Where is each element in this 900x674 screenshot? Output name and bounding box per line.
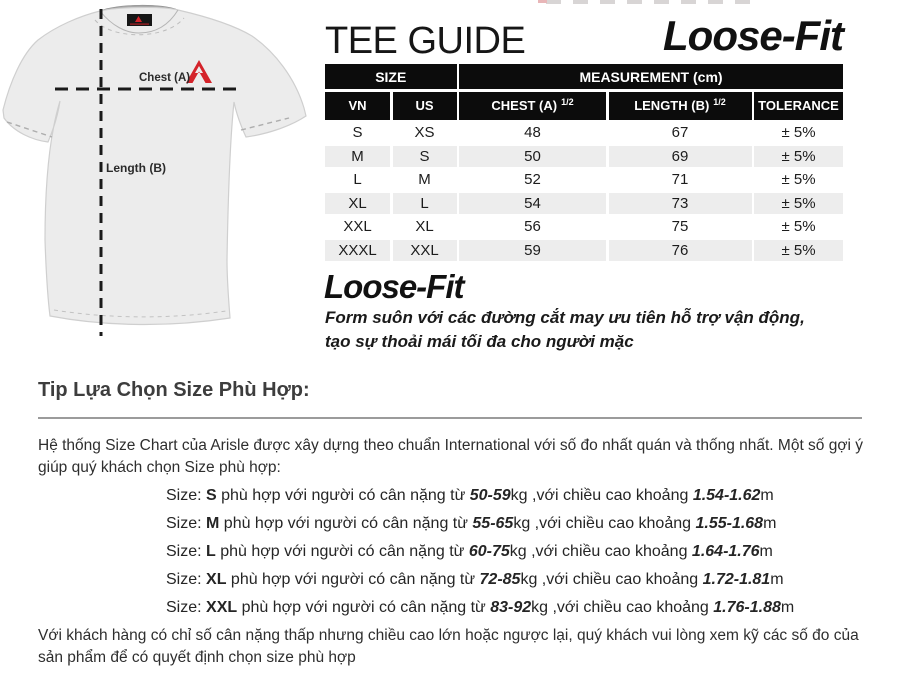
tips-intro: Hệ thống Size Chart của Arisle được xây dựng theo chuẩn International với số đo nhất quán và thống nhất. Một số gợi ý giúp quý khách chọn Size phù hợp: (38, 437, 864, 476)
cell-vn: L (325, 169, 390, 190)
tip-mid-text: phù hợp với người có cân nặng từ (226, 571, 480, 588)
cell-chest: 56 (459, 216, 606, 237)
fit-desc-line1: Form suôn với các đường cắt may ưu tiên hỗ trợ vận động, (325, 308, 805, 327)
fit-desc-line2: tạo sự thoải mái tối đa cho người mặc (325, 332, 634, 351)
col-header-size: SIZE (325, 64, 457, 89)
cropped-title-remnant (546, 0, 751, 4)
chest-header-text: CHEST (A) (491, 98, 558, 113)
cell-length: 69 (609, 146, 752, 167)
cell-vn: XL (325, 193, 390, 214)
tip-m-text: m (760, 487, 774, 504)
cell-us: XL (393, 216, 457, 237)
size-table (325, 64, 843, 261)
cell-length: 73 (609, 193, 752, 214)
cell-chest: 48 (459, 122, 606, 143)
tip-size-code: XXL (206, 599, 238, 616)
cell-tolerance: ± 5% (754, 193, 843, 214)
tip-m-text: m (770, 571, 784, 588)
tip-mid-text: phù hợp với người có cân nặng từ (216, 487, 470, 504)
cell-chest: 54 (459, 193, 606, 214)
tip-kg-text: kg ,với chiều cao khoảng (510, 487, 693, 504)
tip-prefix: Size: (166, 571, 207, 588)
fit-section-title: Loose-Fit (324, 268, 464, 305)
tip-size-code: M (206, 515, 220, 532)
tip-mid-text: phù hợp với người có cân nặng từ (237, 599, 491, 616)
cropped-title-remnant-accent (538, 0, 547, 3)
tip-height-range: 1.72-1.81 (702, 571, 771, 588)
size-tips-list (166, 482, 794, 622)
tip-height-range: 1.76-1.88 (713, 599, 781, 616)
size-tip-l (166, 538, 794, 566)
col-header-vn: VN (325, 92, 390, 120)
size-tip-xl (166, 566, 794, 594)
tip-prefix: Size: (166, 599, 207, 616)
tip-size-code: XL (206, 571, 227, 588)
tip-mid-text: phù hợp với người có cân nặng từ (219, 515, 473, 532)
tip-kg-text: kg ,với chiều cao khoảng (520, 571, 703, 588)
length-header-text: LENGTH (B) (634, 98, 710, 113)
tshirt-diagram (0, 0, 320, 360)
size-tip-s (166, 482, 794, 510)
cell-us: L (393, 193, 457, 214)
cell-tolerance: ± 5% (754, 240, 843, 261)
cell-chest: 50 (459, 146, 606, 167)
tip-weight-range: 72-85 (479, 571, 521, 588)
chest-label: Chest (A) (139, 72, 191, 84)
col-header-measurement: MEASUREMENT (cm) (459, 64, 843, 89)
tip-m-text: m (759, 543, 773, 560)
col-header-us: US (393, 92, 457, 120)
cell-length: 75 (609, 216, 752, 237)
tip-kg-text: kg ,với chiều cao khoảng (531, 599, 714, 616)
cell-chest: 59 (459, 240, 606, 261)
tip-weight-range: 50-59 (469, 487, 511, 504)
tip-weight-range: 55-65 (472, 515, 514, 532)
section-divider (38, 417, 862, 419)
cell-us: XXL (393, 240, 457, 261)
cell-us: XS (393, 122, 457, 143)
col-header-chest (459, 92, 606, 120)
cell-tolerance: ± 5% (754, 169, 843, 190)
tip-m-text: m (780, 599, 795, 616)
length-header-sup: 1/2 (713, 96, 726, 107)
size-tip-m (166, 510, 794, 538)
tips-heading: Tip Lựa Chọn Size Phù Hợp: (38, 379, 310, 401)
col-header-length (609, 92, 752, 120)
tips-outro: Với khách hàng có chỉ số cân nặng thấp nhưng chiều cao lớn hoặc ngược lại, quý khách vui lòng xem kỹ các số đo của sản phẩm để có quyết định chọn size phù hợp (38, 627, 859, 666)
length-label: Length (B) (106, 161, 166, 175)
cell-length: 71 (609, 169, 752, 190)
cell-vn: M (325, 146, 390, 167)
chest-header-sup: 1/2 (561, 96, 574, 107)
fit-style-title: Loose-Fit (663, 12, 843, 59)
tip-kg-text: kg ,với chiều cao khoảng (509, 543, 692, 560)
tip-height-range: 1.55-1.68 (695, 515, 764, 532)
cell-tolerance: ± 5% (754, 216, 843, 237)
cell-tolerance: ± 5% (754, 146, 843, 167)
cell-us: S (393, 146, 457, 167)
neck-label-line (130, 24, 149, 25)
tip-size-code: S (206, 487, 217, 504)
page-title: TEE GUIDE (325, 20, 526, 62)
cell-vn: S (325, 122, 390, 143)
tip-weight-range: 83-92 (490, 599, 532, 616)
cell-tolerance: ± 5% (754, 122, 843, 143)
cell-us: M (393, 169, 457, 190)
cell-vn: XXL (325, 216, 390, 237)
fit-section-description (325, 306, 805, 354)
cell-chest: 52 (459, 169, 606, 190)
tip-prefix: Size: (166, 543, 207, 560)
size-tip-xxl (166, 594, 794, 622)
tip-m-text: m (763, 515, 777, 532)
tip-height-range: 1.64-1.76 (691, 543, 760, 560)
col-header-tolerance: TOLERANCE (754, 92, 843, 120)
tip-weight-range: 60-75 (468, 543, 510, 560)
tip-mid-text: phù hợp với người có cân nặng từ (215, 543, 469, 560)
tip-size-code: L (206, 543, 216, 560)
tip-kg-text: kg ,với chiều cao khoảng (513, 515, 696, 532)
cell-length: 76 (609, 240, 752, 261)
tip-prefix: Size: (166, 487, 207, 504)
tip-height-range: 1.54-1.62 (692, 487, 761, 504)
tip-prefix: Size: (166, 515, 207, 532)
cell-vn: XXXL (325, 240, 390, 261)
cell-length: 67 (609, 122, 752, 143)
